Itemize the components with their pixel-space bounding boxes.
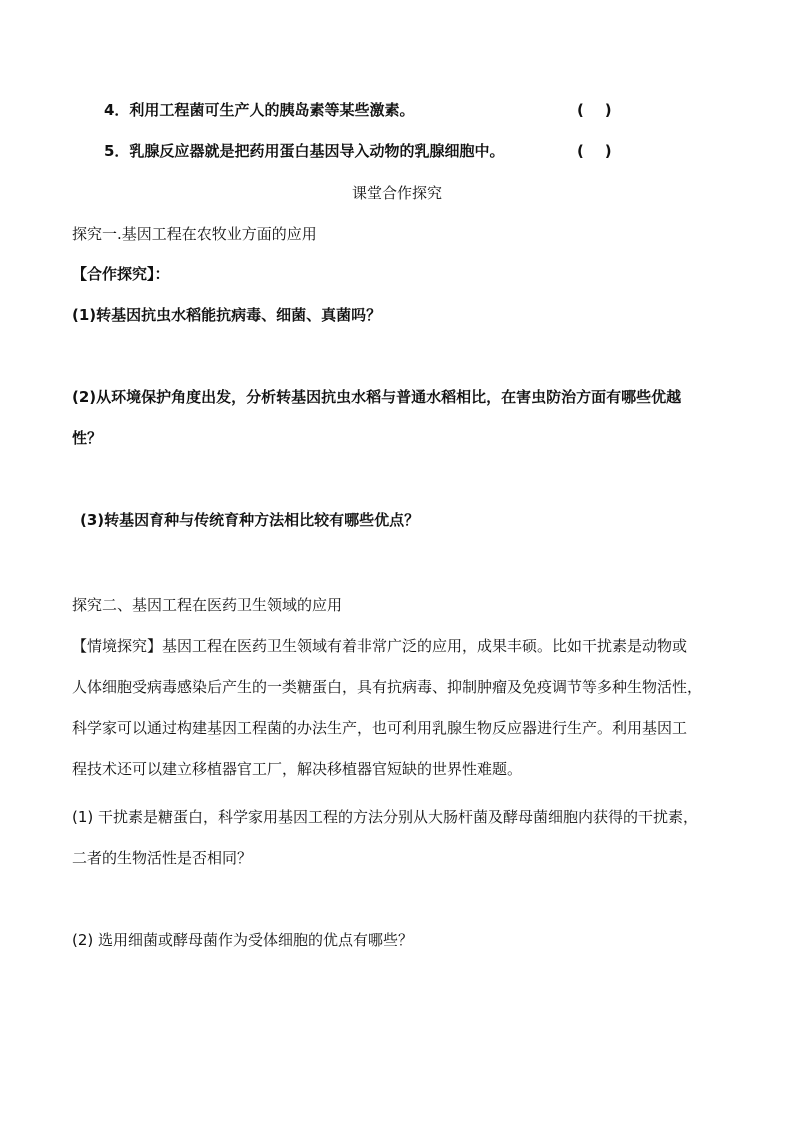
inquiry1-question-3: (3)转基因育种与传统育种方法相比较有哪些优点？ [80,511,420,529]
judgment-item-5 [104,141,504,161]
inquiry1-question-2-line2: 性？ [72,429,103,447]
inquiry2-paragraph-line1: 【情境探究】基因工程在医药卫生领域有着非常广泛的应用，成果丰硕。比如干扰素是动物或 [72,637,688,655]
inquiry2-paragraph-line4: 程技术还可以建立移植器官工厂，解决移植器官短缺的世界性难题。 [72,760,523,778]
judgment-item-5-text: 5．乳腺反应器就是把药用蛋白基因导入动物的乳腺细胞中。 [104,142,505,160]
inquiry2-title: 探究二、基因工程在医药卫生领域的应用 [72,596,343,614]
inquiry1-question-1: (1)转基因抗虫水稻能抗病毒、细菌、真菌吗？ [72,306,382,324]
inquiry2-question-1-line2: 二者的生物活性是否相同？ [72,849,253,867]
inquiry2-paragraph-line2: 人体细胞受病毒感染后产生的一类糖蛋白，具有抗病毒、抑制肿瘤及免疫调节等多种生物活性， [72,678,703,696]
inquiry2-question-2: (2) 选用细菌或酵母菌作为受体细胞的优点有哪些？ [72,931,414,949]
answer-blank-5[interactable]: ( ) [577,142,612,160]
judgment-item-4-text: 4．利用工程菌可生产人的胰岛素等某些激素。 [104,101,415,119]
inquiry2-question-1-line1: (1) 干扰素是糖蛋白，科学家用基因工程的方法分别从大肠杆菌及酵母菌细胞内获得的干扰素， [72,808,699,826]
inquiry1-question-2-line1: (2)从环境保护角度出发，分析转基因抗虫水稻与普通水稻相比，在害虫防治方面有哪些优越 [72,388,682,406]
inquiry1-title: 探究一.基因工程在农牧业方面的应用 [72,225,317,243]
judgment-item-4 [104,100,414,120]
answer-blank-4[interactable]: ( ) [577,101,612,119]
inquiry1-label: 【合作探究】： [72,265,170,283]
section-title: 课堂合作探究 [351,184,442,202]
inquiry2-paragraph-line3: 科学家可以通过构建基因工程菌的办法生产，也可利用乳腺生物反应器进行生产。利用基因工 [72,719,688,737]
